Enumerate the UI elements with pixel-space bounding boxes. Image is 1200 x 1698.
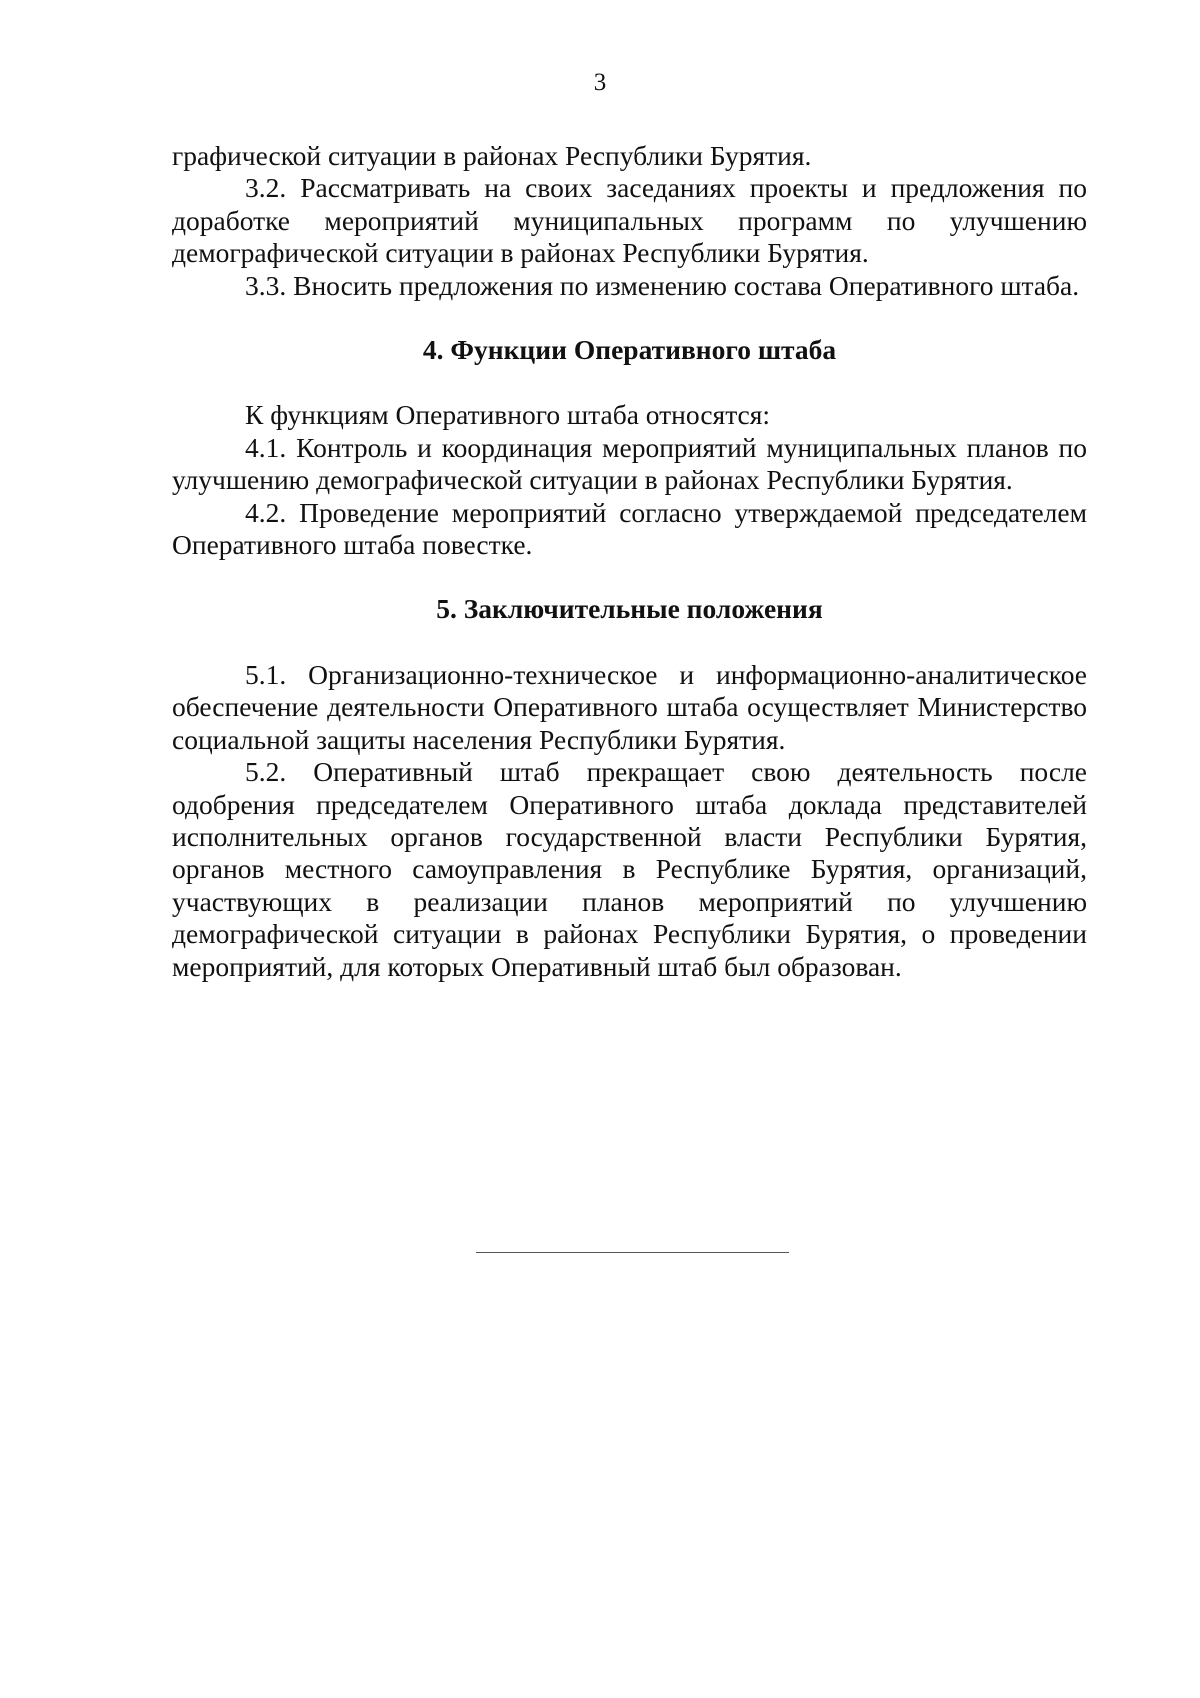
paragraph-5-2: 5.2. Оперативный штаб прекращает свою деятельность после одобрения председателем Оперативного штаба доклада представителей исполнительных органов государственной власти Республики Бурятия, органов местного самоуправления в Республике Бурятия, организаций, участвующих в реализации планов мероприятий по улучшению демографической ситуации в районах Республики Бурятия, о проведении мероприятий, для которых Оперативный штаб был образован. [172, 756, 1087, 982]
spacer [172, 561, 1087, 593]
section-4-heading: 4. Функции Оперативного штаба [422, 334, 837, 366]
spacer [172, 366, 1087, 399]
end-separator-line [476, 1252, 789, 1253]
paragraph-4-2: 4.2. Проведение мероприятий согласно утверждаемой председателем Оперативного штаба повестке. [172, 496, 1087, 561]
section-4-intro: К функциям Оперативного штаба относятся: [245, 399, 771, 431]
spacer [172, 302, 1087, 334]
paragraph-3-3: 3.3. Вносить предложения по изменению состава Оперативного штаба. [245, 269, 1080, 301]
document-body [172, 140, 1087, 983]
paragraph-5-1: 5.1. Организационно-техническое и информационно-аналитическое обеспечение деятельности Оперативного штаба осуществляет Министерство социальной защиты населения Республики Бурятия. [172, 658, 1087, 755]
page-number: 3 [593, 69, 607, 96]
section-5-heading: 5. Заключительные положения [436, 593, 823, 625]
paragraph-4-1: 4.1. Контроль и координация мероприятий муниципальных планов по улучшению демографической ситуации в районах Республики Бурятия. [172, 431, 1087, 496]
paragraph-continuation: графической ситуации в районах Республики Бурятия. [172, 140, 812, 171]
spacer [172, 626, 1087, 659]
paragraph-3-2: 3.2. Рассматривать на своих заседаниях проекты и предложения по доработке мероприятий муниципальных программ по улучшению демографической ситуации в районах Республики Бурятия. [172, 172, 1087, 269]
